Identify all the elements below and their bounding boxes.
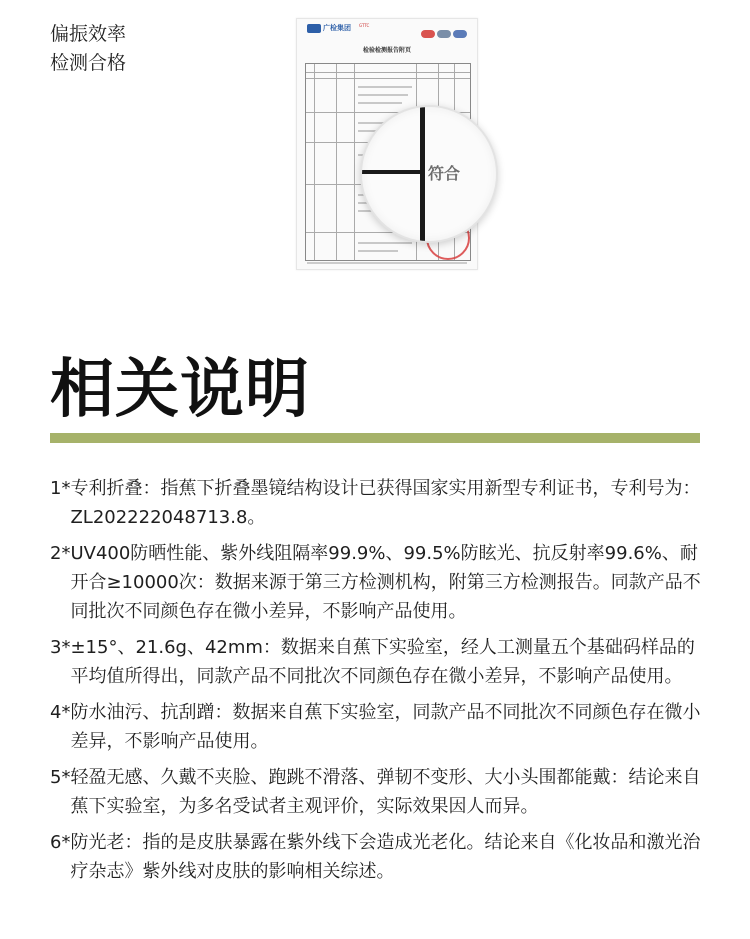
note-number: 1* bbox=[50, 478, 71, 499]
report-title: 检验检测报告附页 bbox=[362, 47, 411, 54]
note-text: 防光老：指的是皮肤暴露在紫外线下会造成光老化。结论来自《化妆品和激光治疗杂志》紫外线对皮肤的影响相关综述。 bbox=[70, 832, 701, 882]
note-number: 4* bbox=[50, 702, 71, 723]
report-logo-text: 广检集团 bbox=[323, 24, 351, 32]
note-item bbox=[50, 828, 702, 886]
magnifier-lens bbox=[360, 105, 498, 243]
magnified-result-text: 符合 bbox=[428, 164, 461, 183]
note-number: 6* bbox=[50, 832, 71, 853]
note-item bbox=[50, 539, 702, 626]
note-text: UV400防晒性能、紫外线阻隔率99.9%、99.5%防眩光、抗反射率99.6%、耐开合≥10000次：数据来源于第三方检测机构，附第三方检测报告。同款产品不同批次不同颜色存在微小差异，不影响产品使用。 bbox=[70, 543, 701, 622]
note-item bbox=[50, 633, 702, 691]
accent-divider bbox=[50, 433, 700, 443]
cma-badge-icon bbox=[421, 30, 435, 38]
note-number: 3* bbox=[50, 637, 71, 658]
report-header bbox=[303, 23, 471, 37]
report-caption bbox=[50, 20, 126, 78]
certification-badges bbox=[419, 23, 467, 42]
notes-list bbox=[50, 474, 702, 893]
report-logo-sub: GTTC bbox=[359, 23, 370, 28]
report-logo bbox=[307, 23, 351, 33]
ilac-badge-icon bbox=[437, 30, 451, 38]
note-text: 专利折叠：指蕉下折叠墨镜结构设计已获得国家实用新型专利证书，专利号为：ZL202222048713.8。 bbox=[70, 478, 701, 528]
note-number: 2* bbox=[50, 543, 71, 564]
note-item bbox=[50, 698, 702, 756]
caption-line-1: 偏振效率 bbox=[50, 23, 127, 45]
note-item bbox=[50, 474, 702, 532]
note-text: ±15°、21.6g、42mm：数据来自蕉下实验室，经人工测量五个基础码样品的平均值所得出，同款产品不同批次不同颜色存在微小差异，不影响产品使用。 bbox=[70, 637, 695, 687]
section-title: 相关说明 bbox=[50, 353, 310, 427]
note-text: 防水油污、抗刮蹭：数据来自蕉下实验室，同款产品不同批次不同颜色存在微小差异，不影响产品使用。 bbox=[70, 702, 701, 752]
note-text: 轻盈无感、久戴不夹脸、跑跳不滑落、弹韧不变形、大小头围都能戴：结论来自蕉下实验室，为多名受试者主观评价，实际效果因人而异。 bbox=[70, 767, 701, 817]
note-item bbox=[50, 763, 702, 821]
gttc-logo-icon bbox=[307, 24, 321, 33]
cnas-badge-icon bbox=[453, 30, 467, 38]
caption-line-2: 检测合格 bbox=[50, 52, 127, 74]
report-footer bbox=[307, 262, 467, 264]
note-number: 5* bbox=[50, 767, 71, 788]
